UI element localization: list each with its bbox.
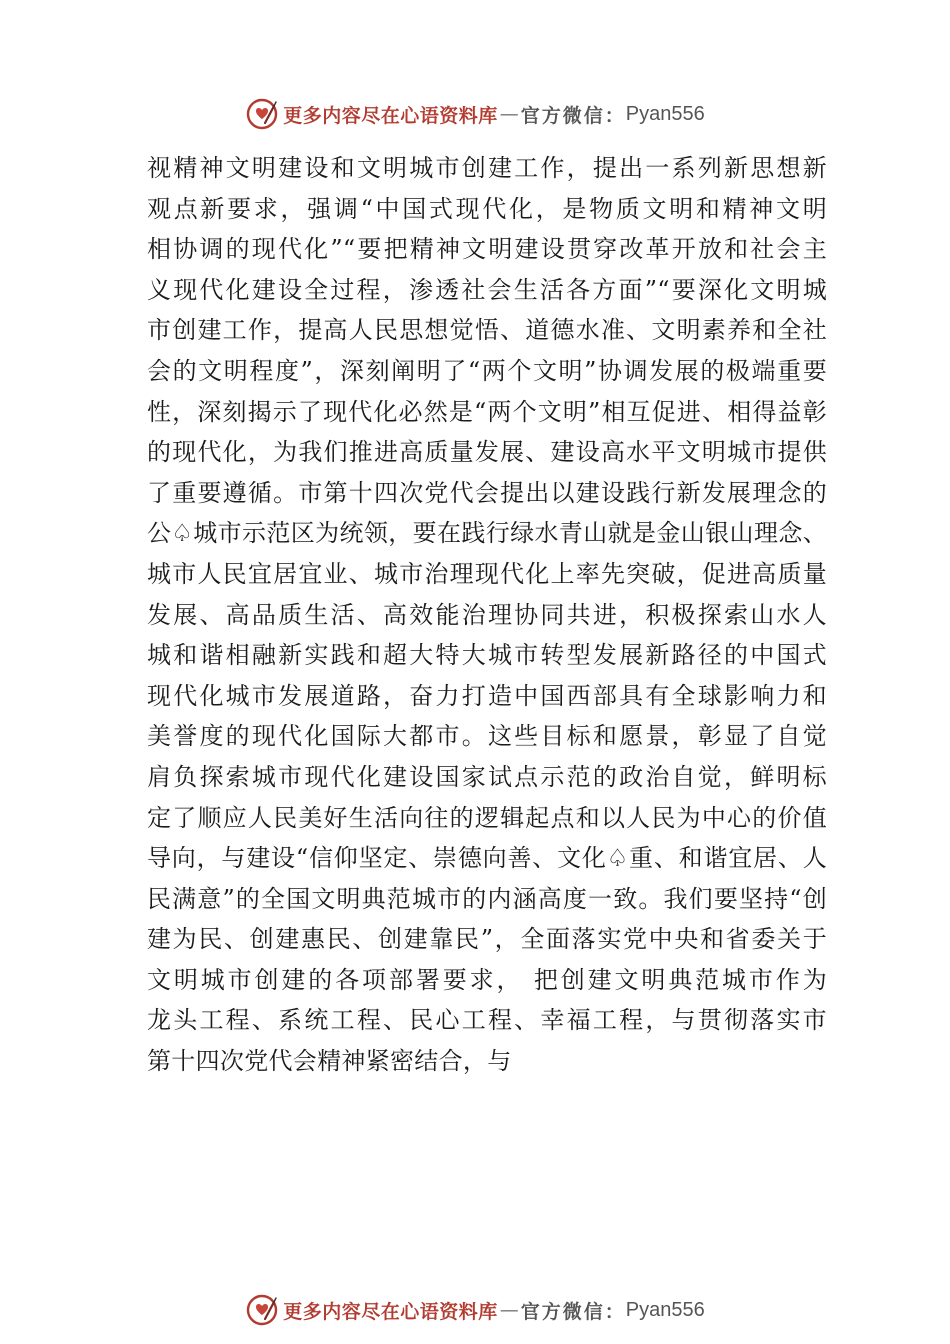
text-line: 美誉度的现代化国际大都市。这些目标和愿景，彰显了自觉	[147, 722, 827, 751]
banner-brand-text: 更多内容尽在心语资料库	[283, 104, 498, 127]
text-line: 公♤城市示范区为统领，要在践行绿水青山就是金山银山理念、	[147, 519, 827, 548]
text-line: 城市人民宜居宜业、城市治理现代化上率先突破，促进高质量	[147, 559, 827, 588]
text-line: 了重要遵循。市第十四次党代会提出以建设践行新发展理念的	[147, 478, 827, 507]
text-line: 民满意”的全国文明典范城市的内涵高度一致。我们要坚持“创	[147, 884, 827, 913]
banner-wechat-id: Pyan556	[625, 1298, 705, 1321]
text-line: 发展、高品质生活、高效能治理协同共进，积极探索山水人	[147, 600, 827, 629]
banner-official-label: 官方微信：	[520, 104, 626, 127]
footer-banner	[0, 1290, 950, 1330]
text-line: 建为民、创建惠民、创建靠民”，全面落实党中央和省委关于	[147, 925, 827, 954]
banner-brand-text: 更多内容尽在心语资料库	[283, 1300, 498, 1323]
text-line: 第十四次党代会精神紧密结合，与	[147, 1047, 512, 1076]
text-line: 视精神文明建设和文明城市创建工作，提出一系列新思想新	[147, 154, 827, 182]
heart-pen-logo-icon	[245, 97, 279, 131]
text-line: 城和谐相融新实践和超大特大城市转型发展新路径的中国式	[147, 641, 827, 670]
banner-dash: —	[499, 103, 519, 125]
text-line: 定了顺应人民美好生活向往的逻辑起点和以人民为中心的价值	[147, 803, 827, 832]
text-line: 现代化城市发展道路，奋力打造中国西部具有全球影响力和	[147, 681, 827, 710]
document-body	[147, 148, 827, 1082]
heart-pen-logo-icon	[245, 1293, 279, 1327]
banner-official-label: 官方微信：	[520, 1300, 626, 1323]
text-line: 肩负探索城市现代化建设国家试点示范的政治自觉，鲜明标	[147, 762, 827, 791]
text-line: 相协调的现代化”“要把精神文明建设贯穿改革开放和社会主	[147, 235, 827, 264]
text-line: 义现代化建设全过程，渗透社会生活各方面”“要深化文明城	[147, 275, 827, 304]
text-line: 会的文明程度”，深刻阐明了“两个文明”协调发展的极端重要	[147, 356, 827, 385]
banner-dash: —	[499, 1299, 519, 1321]
banner-wechat-id: Pyan556	[625, 102, 705, 125]
text-line: 文明城市创建的各项部署要求， 把创建文明典范城市作为	[147, 965, 827, 994]
text-line: 性，深刻揭示了现代化必然是“两个文明”相互促进、相得益彰	[147, 397, 827, 426]
text-line: 的现代化，为我们推进高质量发展、建设高水平文明城市提供	[147, 438, 827, 467]
header-banner	[0, 94, 950, 134]
text-line: 导向，与建设“信仰坚定、崇德向善、文化♤重、和谐宜居、人	[147, 844, 827, 873]
text-line: 龙头工程、系统工程、民心工程、幸福工程，与贯彻落实市	[147, 1006, 827, 1035]
text-line: 观点新要求，强调“中国式现代化，是物质文明和精神文明	[147, 194, 827, 223]
text-line: 市创建工作，提高人民思想觉悟、道德水准、文明素养和全社	[147, 316, 827, 345]
